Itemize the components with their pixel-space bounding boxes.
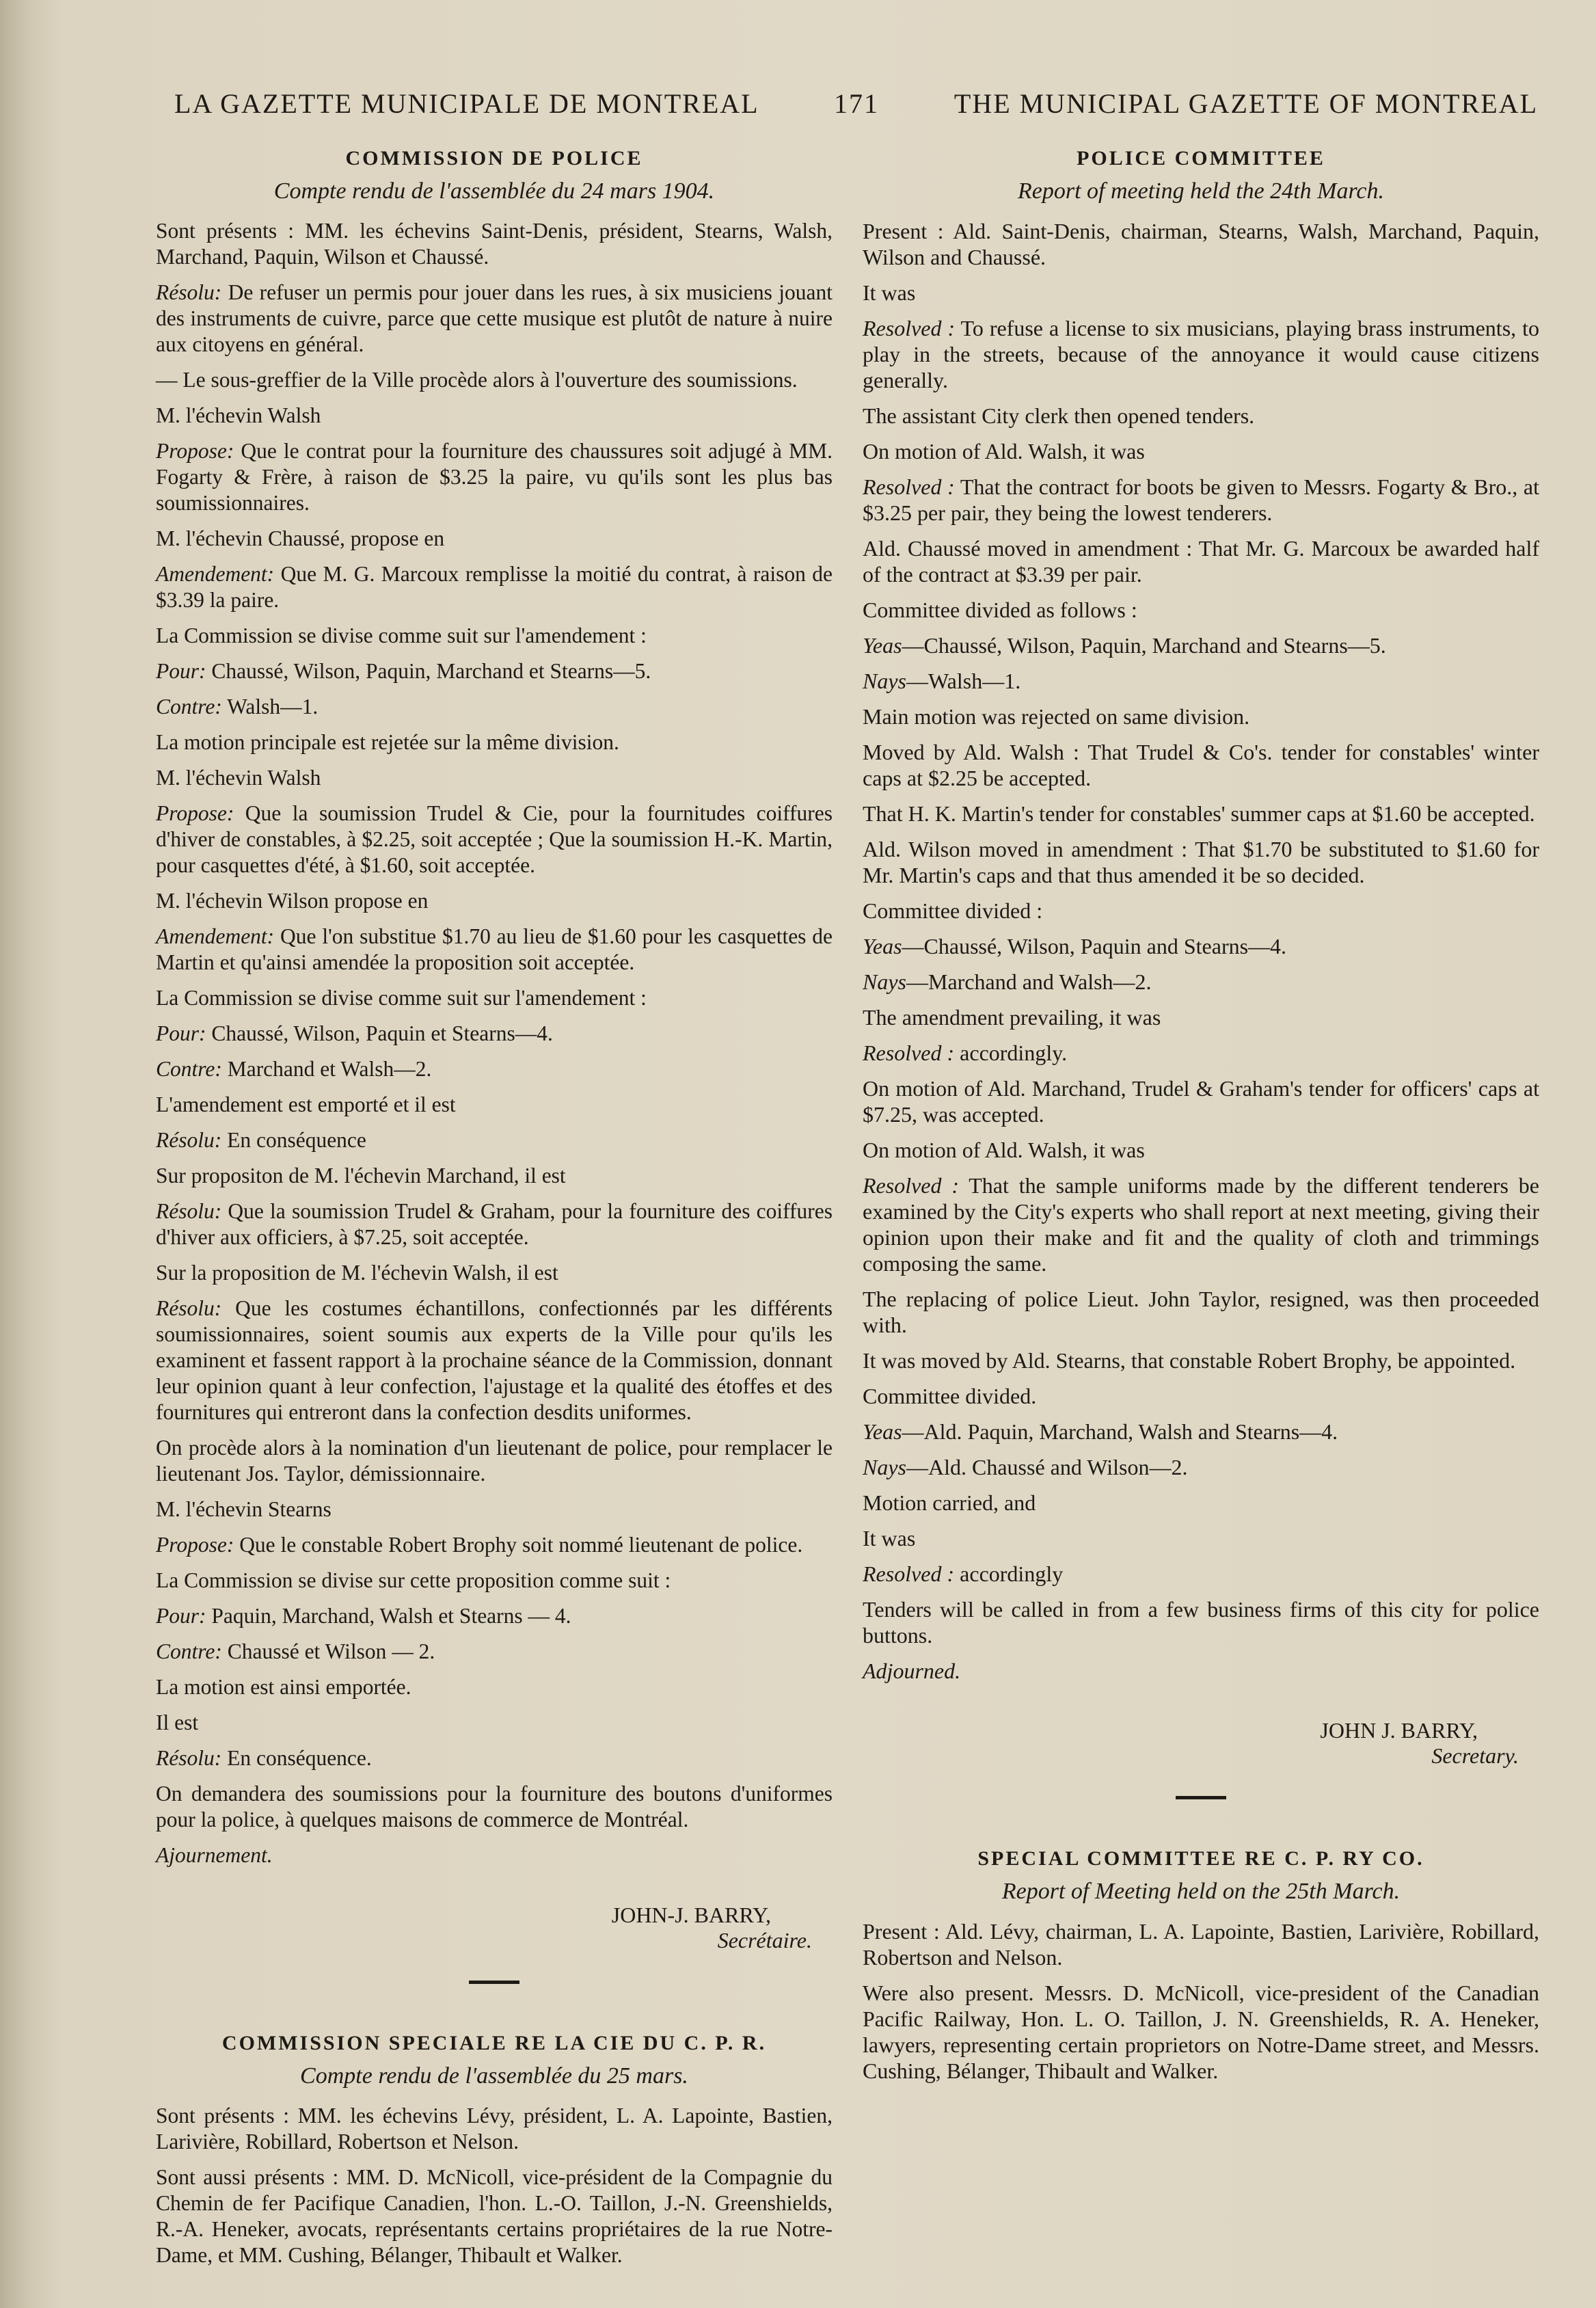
paragraph: [156, 1674, 833, 1700]
paragraph-text: —Walsh—1.: [906, 669, 1021, 693]
paragraph: [863, 933, 1539, 959]
special-committee-section: [863, 1847, 1539, 2084]
paragraph-text: La motion principale est rejetée sur la même division.: [156, 730, 619, 754]
paragraph: [863, 1525, 1539, 1551]
paragraph: [156, 561, 833, 613]
paragraph: [156, 1568, 833, 1594]
signature-title: Secretary.: [1431, 1743, 1519, 1768]
section-subheading: Report of meeting held the 24th March.: [1017, 178, 1384, 204]
paragraph: [863, 1004, 1539, 1030]
paragraph: [863, 739, 1539, 791]
paragraph-text: La Commission se divise sur cette proposition comme suit :: [156, 1568, 671, 1592]
paragraph-text: The replacing of police Lieut. John Taylor, resigned, was then proceeded with.: [863, 1287, 1539, 1337]
paragraph: [156, 729, 833, 755]
paragraph-text: Committee divided as follows :: [863, 598, 1137, 622]
paragraph-text: On procède alors à la nomination d'un lieutenant de police, pour remplacer le lieutenant Jos. Taylor, démissionnaire.: [156, 1436, 833, 1486]
paragraph: [156, 218, 833, 270]
paragraph-text: —Chaussé, Wilson, Paquin and Stearns—4.: [902, 934, 1287, 958]
paragraph: [863, 438, 1539, 464]
paragraph: [863, 1596, 1539, 1648]
paragraph-text: accordingly.: [954, 1041, 1068, 1065]
paragraph-text: M. l'échevin Stearns: [156, 1497, 332, 1521]
running-header-right: THE MUNICIPAL GAZETTE OF MONTREAL: [953, 88, 1538, 119]
paragraph-text: Motion carried, and: [863, 1490, 1036, 1515]
paragraph-text: De refuser un permis pour jouer dans les rues, à six musiciens jouant des instruments de cuivre, parce que cette musique est plutôt de nature à nuire aux citoyens en général.: [156, 280, 833, 356]
paragraph: [156, 623, 833, 649]
paragraph-text: Il est: [156, 1710, 199, 1734]
paragraph-text: It was: [863, 280, 916, 305]
paragraph: [156, 1532, 833, 1558]
paragraph: [863, 668, 1539, 694]
paragraph-text: La Commission se divise comme suit sur l'amendement :: [156, 623, 647, 647]
paragraph-label: Résolu:: [156, 280, 222, 304]
paragraph: [156, 888, 833, 914]
paragraph: [156, 1745, 833, 1771]
paragraph-text: On demandera des soumissions pour la fourniture des boutons d'uniformes pour la police, à quelques maisons de commerce de Montréal.: [156, 1782, 833, 1831]
paragraph-label: Pour:: [156, 1604, 206, 1628]
paragraph-text: M. l'échevin Chaussé, propose en: [156, 526, 445, 550]
paragraph: [863, 280, 1539, 306]
paragraph-text: —Marchand and Walsh—2.: [906, 969, 1152, 994]
paragraph-text: M. l'échevin Wilson propose en: [156, 889, 429, 913]
paragraph-text: On motion of Ald. Walsh, it was: [863, 1138, 1145, 1162]
paragraph: [156, 1056, 833, 1082]
paragraph: [863, 801, 1539, 827]
paragraph-text: On motion of Ald. Walsh, it was: [863, 439, 1145, 464]
section-divider: [1176, 1796, 1226, 1799]
paragraph-text: Que l'on substitue $1.70 au lieu de $1.60 pour les casquettes de Martin et qu'ainsi amendée la proposition soit acceptée.: [156, 924, 833, 974]
paragraph-text: Que le contrat pour la fourniture des chaussures soit adjugé à MM. Fogarty & Frère, à raison de $3.25 la paire, vu qu'ils sont les plus bas soumissionnaires.: [156, 439, 833, 515]
paragraph: Sont aussi présents : MM. D. McNicoll, vice-président de la Compagnie du Chemin de fer Pacifique Canadien, l'hon. L.-O. Taillon, J.-N. Greenshields, R.-A. Heneker, avocats, représentants certains propriétaires de la rue Notre-Dame, et MM. Cushing, Bélanger, Thibault et Walker.: [156, 2165, 833, 2267]
paragraph-text: Que les costumes échantillons, confectionnés par les différents soumissionnaires, soient soumis aux experts de la Ville pour qu'ils les examinent et fassent rapport à la prochaine séance de la Commission, donnant leur opinion quant à leur confection, l'ajustage et la qualité des étoffes et des fournitures qui entreront dans la confection desdits uniformes.: [156, 1296, 833, 1424]
paragraph-label: Résolu:: [156, 1296, 222, 1320]
paragraph: [863, 1286, 1539, 1338]
paragraph-label: Nays: [863, 1455, 906, 1479]
paragraph-text: M. l'échevin Walsh: [156, 766, 321, 790]
paragraph-label: Resolved :: [863, 1041, 955, 1065]
paragraph: [156, 694, 833, 720]
paragraph-text: En conséquence: [221, 1128, 366, 1152]
english-column: [863, 147, 1539, 2093]
paragraph: Present : Ald. Lévy, chairman, L. A. Lapointe, Bastien, Larivière, Robillard, Robertson and Nelson.: [863, 1919, 1539, 1970]
page-number: 171: [834, 88, 879, 119]
paragraph: [156, 658, 833, 684]
minutes-body: [863, 218, 1539, 1684]
paragraph: [863, 535, 1539, 587]
paragraph-text: It was: [863, 1526, 916, 1551]
paragraph-text: That the sample uniforms made by the different tenderers be examined by the City's experts who shall report at next meeting, giving their opinion upon their make and fit and the quality of cloth and trimmings composing the same.: [863, 1173, 1540, 1276]
paragraph: [156, 1260, 833, 1286]
paragraph-label: Ajournement.: [156, 1843, 273, 1867]
paragraph-label: Resolved :: [863, 1561, 955, 1586]
paragraph-label: Propose:: [156, 1533, 234, 1557]
paragraph-text: Main motion was rejected on same division.: [863, 704, 1250, 729]
paragraph: [863, 1419, 1539, 1445]
paragraph: [863, 597, 1539, 623]
paragraph-label: Adjourned.: [863, 1659, 961, 1683]
paragraph: [863, 836, 1539, 888]
paragraph: [863, 1347, 1539, 1373]
section-heading: POLICE COMMITTEE: [1077, 147, 1325, 170]
paragraph-text: Sur la proposition de M. l'échevin Walsh, il est: [156, 1261, 558, 1285]
paragraph-text: Ald. Wilson moved in amendment : That $1.70 be substituted to $1.60 for Mr. Martin's caps and that thus amended it be so decided.: [863, 837, 1539, 887]
section-heading: SPECIAL COMMITTEE RE C. P. RY CO.: [977, 1847, 1424, 1870]
paragraph-label: Propose:: [156, 439, 234, 463]
paragraph-text: Moved by Ald. Walsh : That Trudel & Co's. tender for constables' winter caps at $2.25 be accepted.: [863, 740, 1539, 790]
paragraph-label: Pour:: [156, 1021, 206, 1045]
paragraph: [156, 1021, 833, 1047]
paragraph-text: Chaussé, Wilson, Paquin et Stearns—4.: [206, 1021, 553, 1045]
paragraph-label: Resolved :: [863, 316, 956, 340]
paragraph-label: Résolu:: [156, 1128, 222, 1152]
section-heading: COMMISSION DE POLICE: [345, 147, 643, 170]
paragraph: [863, 1075, 1539, 1127]
paragraph-text: Committee divided :: [863, 898, 1043, 923]
paragraph: [156, 438, 833, 516]
paragraph-text: Sont présents : MM. les échevins Saint-Denis, président, Stearns, Walsh, Marchand, Paquin, Wilson et Chaussé.: [156, 219, 833, 269]
paragraph: [863, 1172, 1539, 1276]
paragraph: [156, 1710, 833, 1736]
paragraph: [863, 1040, 1539, 1066]
paragraph-label: Yeas: [863, 934, 902, 958]
paragraph: [156, 924, 833, 976]
paragraph-text: M. l'échevin Walsh: [156, 403, 321, 427]
paragraph-text: That the contract for boots be given to Messrs. Fogarty & Bro., at $3.25 per pair, they being the lowest tenderers.: [863, 474, 1540, 525]
minutes-body: [156, 218, 833, 1868]
paragraph: [863, 1561, 1539, 1587]
paragraph: [863, 474, 1539, 526]
paragraph: [863, 703, 1539, 729]
paragraph: [863, 218, 1539, 270]
paragraph-text: La motion est ainsi emportée.: [156, 1675, 411, 1699]
paragraph: [156, 1198, 833, 1250]
section-heading: COMMISSION SPECIALE RE LA CIE DU C. P. R.: [221, 2032, 767, 2054]
paragraph: [863, 1137, 1539, 1163]
paragraph: [156, 801, 833, 878]
paragraph-text: Present : Ald. Saint-Denis, chairman, Stearns, Walsh, Marchand, Paquin, Wilson and Chaussé.: [863, 219, 1539, 269]
signature-name: JOHN-J. BARRY,: [611, 1903, 771, 1927]
paragraph-label: Propose:: [156, 801, 234, 825]
paragraph-text: accordingly: [954, 1561, 1064, 1586]
paragraph-text: Que la soumission Trudel & Cie, pour la fournitudes coiffures d'hiver de constables, à $2.25, soit acceptée ; Que la soumission H.-K. Martin, pour casquettes d'été, à $1.60, soit acceptée.: [156, 801, 833, 877]
paragraph-text: Ald. Chaussé moved in amendment : That Mr. G. Marcoux be awarded half of the contract at $3.39 per pair.: [863, 536, 1539, 587]
paragraph: [156, 1092, 833, 1118]
paragraph: [156, 1497, 833, 1522]
paragraph: [863, 898, 1539, 924]
paragraph-text: Sur propositon de M. l'échevin Marchand, il est: [156, 1164, 566, 1187]
paragraph-text: On motion of Ald. Marchand, Trudel & Graham's tender for officers' caps at $7.25, was accepted.: [863, 1076, 1539, 1127]
signature-title: Secrétaire.: [717, 1928, 812, 1953]
paragraph-text: En conséquence.: [221, 1746, 372, 1770]
paragraph-label: Contre:: [156, 1639, 222, 1663]
paragraph-label: Yeas: [863, 1419, 902, 1444]
paragraph-label: Contre:: [156, 695, 222, 719]
paragraph: [863, 403, 1539, 429]
paragraph: [156, 1603, 833, 1629]
paragraph-text: Chaussé et Wilson — 2.: [221, 1639, 435, 1663]
paragraph: Were also present. Messrs. D. McNicoll, vice-president of the Canadian Pacific Railway, Hon. L. O. Taillon, J. N. Greenshields, R. A. Heneker, lawyers, representing certain proprietors on Notre-Dame street, and Messrs. Cushing, Bélanger, Thibault and Walker.: [863, 1981, 1539, 2083]
paragraph: [156, 1639, 833, 1665]
paragraph-text: —Ald. Paquin, Marchand, Walsh and Stearns—4.: [902, 1419, 1338, 1444]
section-subheading: Report of Meeting held on the 25th March.: [1001, 1879, 1401, 1904]
paragraph: [156, 526, 833, 552]
paragraph-text: Chaussé, Wilson, Paquin, Marchand et Stearns—5.: [206, 659, 651, 683]
paragraph: [156, 367, 833, 393]
paragraph: [156, 1163, 833, 1189]
paragraph: [863, 1658, 1539, 1684]
paragraph-text: That H. K. Martin's tender for constables' summer caps at $1.60 be accepted.: [863, 801, 1535, 826]
french-column: [156, 147, 833, 2278]
section-divider: [469, 1981, 519, 1984]
paragraph-text: La Commission se divise comme suit sur l'amendement :: [156, 986, 647, 1010]
paragraph-text: Marchand et Walsh—2.: [221, 1057, 432, 1081]
section-subheading: Compte rendu de l'assemblée du 25 mars.: [300, 2063, 688, 2089]
paragraph-text: Tenders will be called in from a few business firms of this city for police buttons.: [863, 1597, 1539, 1648]
paragraph: [863, 1490, 1539, 1516]
paragraph-text: L'amendement est emporté et il est: [156, 1092, 456, 1116]
paragraph: [156, 985, 833, 1011]
section-subheading: Compte rendu de l'assemblée du 24 mars 1904.: [273, 178, 715, 204]
special-committee-section: [156, 2032, 833, 2268]
paragraph-label: Nays: [863, 969, 906, 994]
paragraph: [156, 403, 833, 429]
paragraph-label: Résolu:: [156, 1746, 222, 1770]
paragraph-text: To refuse a license to six musicians, playing brass instruments, to play in the streets, because of the annoyance it would cause citizens generally.: [863, 316, 1540, 392]
paragraph: [156, 1842, 833, 1868]
paragraph-text: — Le sous-greffier de la Ville procède alors à l'ouverture des soumissions.: [156, 368, 798, 392]
paragraph: [863, 1383, 1539, 1409]
paragraph: [863, 969, 1539, 995]
paragraph-label: Résolu:: [156, 1199, 222, 1223]
paragraph: [863, 315, 1539, 393]
paragraph-text: Walsh—1.: [221, 695, 319, 719]
paragraph: [156, 1435, 833, 1487]
paragraph: Sont présents : MM. les échevins Lévy, président, L. A. Lapointe, Bastien, Larivière, Robillard, Robertson et Nelson.: [156, 2104, 833, 2153]
running-header: [174, 88, 1538, 129]
paragraph-text: —Chaussé, Wilson, Paquin, Marchand and Stearns—5.: [902, 633, 1386, 658]
paragraph-label: Resolved :: [863, 474, 955, 499]
paragraph-text: Paquin, Marchand, Walsh et Stearns — 4.: [206, 1604, 571, 1628]
paragraph: [156, 765, 833, 791]
paragraph-text: The amendment prevailing, it was: [863, 1005, 1161, 1030]
paragraph: [156, 1296, 833, 1425]
paragraph-text: Que le constable Robert Brophy soit nommé lieutenant de police.: [234, 1533, 803, 1557]
signature-name: JOHN J. BARRY,: [1320, 1718, 1478, 1743]
paragraph: [863, 1454, 1539, 1480]
paragraph-label: Contre:: [156, 1057, 222, 1081]
paragraph-text: Que la soumission Trudel & Graham, pour la fourniture des coiffures d'hiver aux officiers, à $7.25, soit acceptée.: [156, 1199, 833, 1249]
paragraph-label: Yeas: [863, 633, 902, 658]
paragraph: [863, 632, 1539, 658]
paragraph-label: Resolved :: [863, 1173, 959, 1198]
paragraph-label: Amendement:: [156, 562, 275, 586]
running-header-left: LA GAZETTE MUNICIPALE DE MONTREAL: [174, 88, 759, 119]
paragraph-label: Pour:: [156, 659, 206, 683]
paragraph-text: The assistant City clerk then opened tenders.: [863, 403, 1255, 428]
paragraph-label: Nays: [863, 669, 906, 693]
paragraph-label: Amendement:: [156, 924, 275, 948]
paragraph: [156, 1127, 833, 1153]
paragraph-text: —Ald. Chaussé and Wilson—2.: [906, 1455, 1188, 1479]
paragraph: [156, 280, 833, 358]
paragraph-text: It was moved by Ald. Stearns, that constable Robert Brophy, be appointed.: [863, 1348, 1516, 1373]
paragraph-text: Que M. G. Marcoux remplisse la moitié du contrat, à raison de $3.39 la paire.: [156, 562, 833, 612]
paragraph-text: Committee divided.: [863, 1384, 1037, 1408]
paragraph: [156, 1781, 833, 1833]
